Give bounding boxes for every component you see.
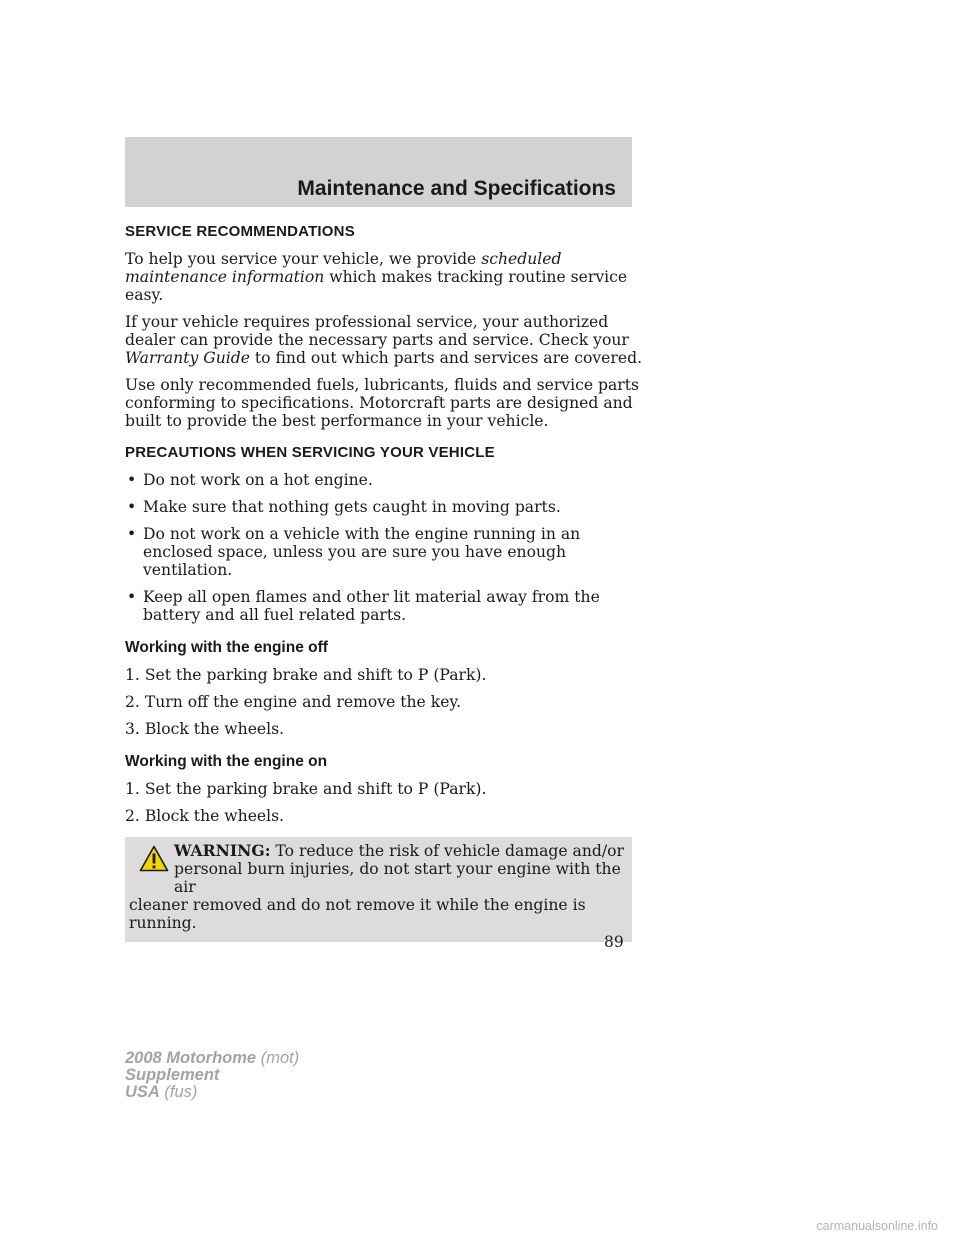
list-item-text: Make sure that nothing gets caught in moving parts. [143,498,561,516]
emphasis-warranty-guide: Warranty Guide [125,349,250,367]
list-item-text: Do not work on a hot engine. [143,471,373,489]
heading-engine-off: Working with the engine off [125,639,328,656]
list-item [125,471,645,489]
footer-edition-info [125,1050,299,1101]
step-item: 2. Block the wheels. [125,807,285,825]
warning-text [129,842,624,932]
step-item: 1. Set the parking brake and shift to P (Park). [125,780,487,798]
warning-first-lines [129,842,624,896]
section-title: Maintenance and Specifications [297,177,616,200]
paragraph-service-3: Use only recommended fuels, lubricants, fluids and service parts conforming to specifications. Motorcraft parts are designed and built to provide the best performance in your vehicle. [125,376,640,430]
warning-triangle-icon [139,845,169,872]
step-item: 2. Turn off the engine and remove the key. [125,693,462,711]
bullet-icon: • [127,525,137,543]
bullet-icon: • [127,471,137,489]
footer-text: (fus) [159,1083,198,1101]
step-item: 1. Set the parking brake and shift to P (Park). [125,666,487,684]
footer-bold-text: 2008 Motorhome [125,1049,257,1067]
list-item [125,525,645,579]
section-header-band [125,137,632,207]
warning-box [125,837,632,942]
warning-text-run: To reduce the risk of vehicle damage and/or personal burn injuries, do not start your engine with the air [174,842,624,896]
warning-text-rest: cleaner removed and do not remove it while the engine is running. [129,896,586,932]
heading-service-recommendations: SERVICE RECOMMENDATIONS [125,223,355,240]
footer-text: (mot) [256,1049,300,1067]
footer-bold-text: USA [125,1083,160,1101]
bullet-icon: • [127,498,137,516]
page-number: 89 [604,933,624,951]
emphasis-scheduled-maintenance: scheduled maintenance information [125,250,562,286]
text-run: If your vehicle requires professional service, your authorized dealer can provide the necessary parts and service. Check your [125,313,629,349]
page-content [125,223,645,942]
step-item: 3. Block the wheels. [125,720,285,738]
text-run: To help you service your vehicle, we provide [125,250,482,268]
list-item [125,498,645,516]
list-item-text: Do not work on a vehicle with the engine running in an enclosed space, unless you are sure you have enough ventilation. [143,525,581,579]
text-run: to find out which parts and services are covered. [249,349,643,367]
footer-line [125,1084,299,1101]
footer-bold-text: Supplement [125,1066,220,1084]
precautions-list [125,471,645,624]
watermark-text: carmanualsonline.info [816,1219,938,1233]
heading-engine-on: Working with the engine on [125,753,328,770]
bullet-icon: • [127,588,137,606]
text-run: which makes tracking routine service easy. [125,268,628,304]
list-item [125,588,645,624]
heading-precautions: PRECAUTIONS WHEN SERVICING YOUR VEHICLE [125,444,495,461]
list-item-text: Keep all open flames and other lit material away from the battery and all fuel related parts. [143,588,600,624]
paragraph-service-2 [125,313,645,367]
footer-line [125,1050,299,1067]
warning-label: WARNING: [174,841,271,860]
paragraph-service-1 [125,250,645,304]
footer-line [125,1067,299,1084]
